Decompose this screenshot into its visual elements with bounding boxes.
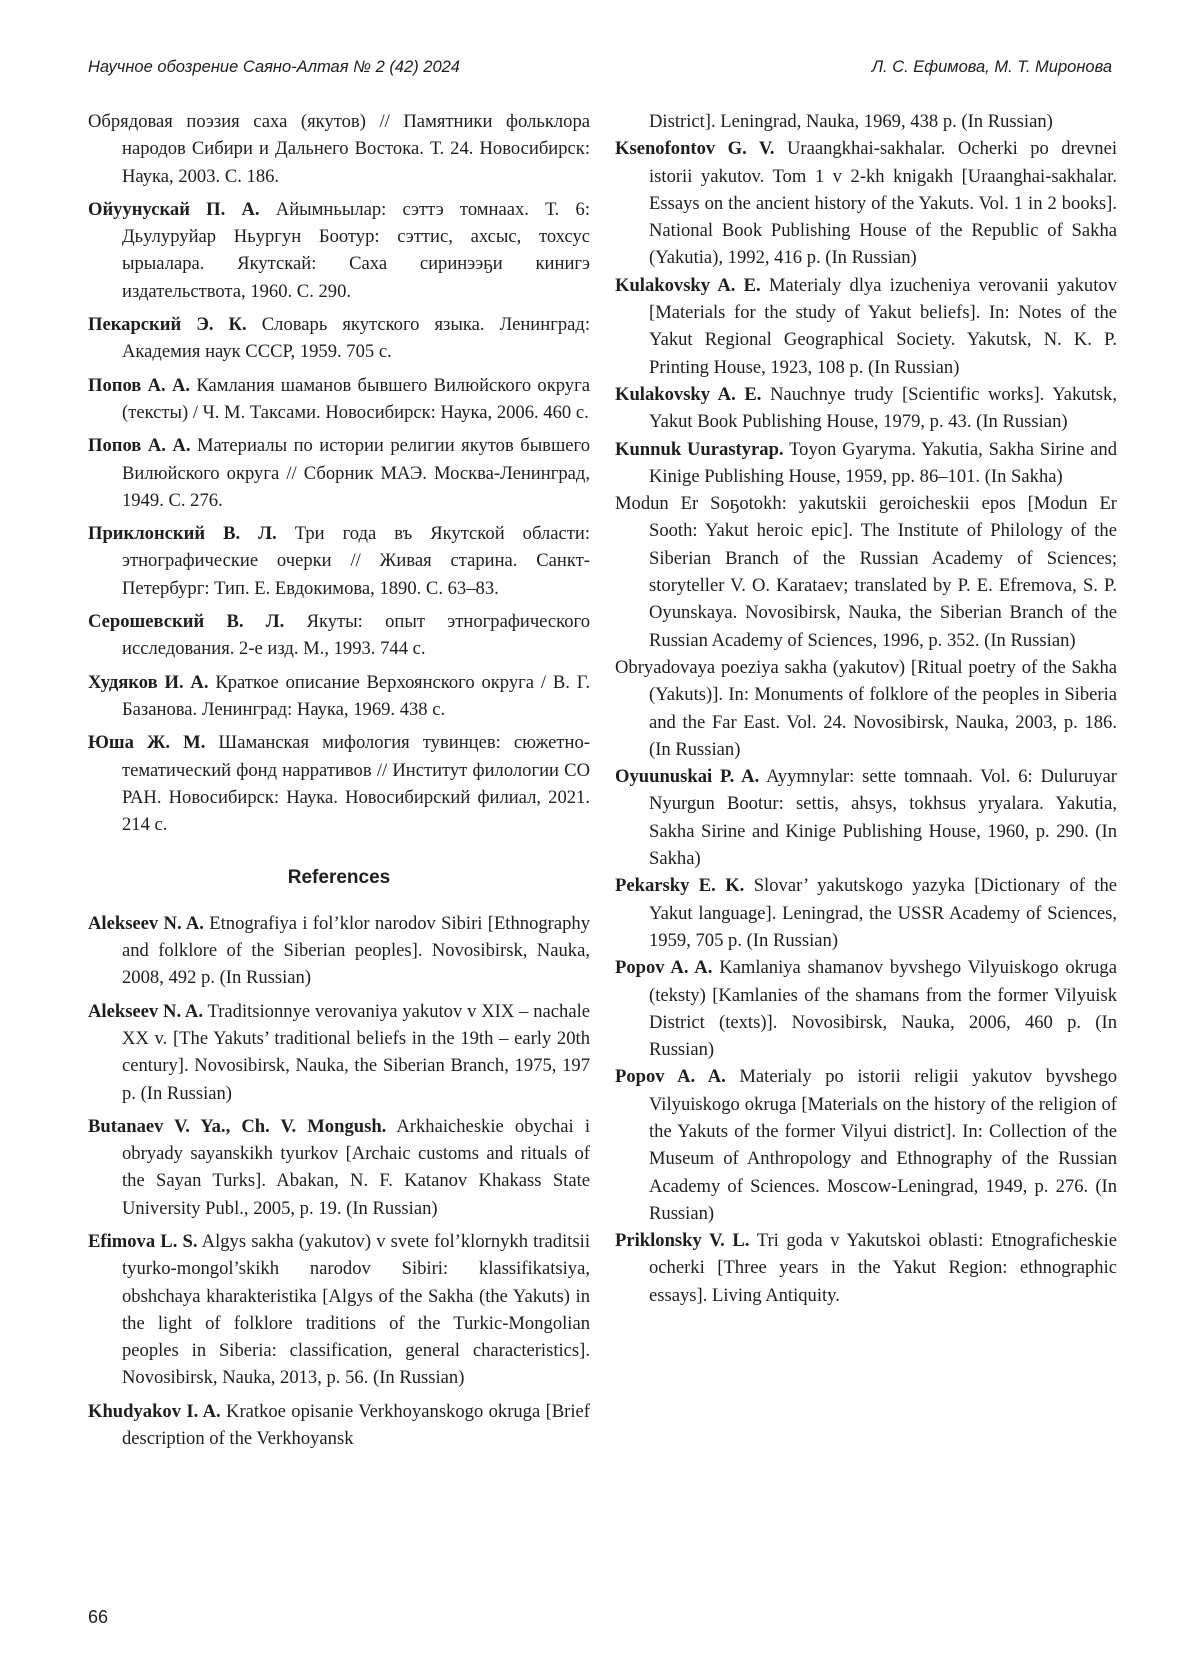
reference-entry <box>88 432 590 514</box>
reference-text: Uraangkhai-sakhalar. Ocherki po drevnei istorii yakutov. Tom 1 v 2-kh knigakh [Uraanghai-sakhalar. Essays on the ancient history of the Yakuts. Vol. 1 in 2 books]. National Book Publishing House of the Republic of Sakha (Yakutia), 1992, 416 p. (In Russian) <box>649 138 1117 269</box>
reference-author: Пекарский Э. К. <box>88 314 247 336</box>
reference-entry <box>615 763 1117 872</box>
reference-text: Kratkoe opisanie Verkhoyanskogo okruga [Brief description of the Verkhoyansk <box>122 1400 590 1450</box>
reference-text: Modun Er Soҕotokh: yakutskii geroicheskii epos [Modun Er Sooth: Yakut heroic epic]. The Institute of Philology of the Siberian Branch of the Russian Academy of Sciences; storyteller V. O. Karataev; translated by P. E. Efremova, S. P. Oyunskaya. Novosibirsk, Nauka, the Siberian Branch of the Russian Academy of Sciences, 1996, p. 352. (In Russian) <box>615 493 1117 651</box>
page-number: 66 <box>88 1607 109 1627</box>
journal-title: Научное обозрение Саяно-Алтая № 2 (42) 2024 <box>88 58 460 76</box>
references-list <box>88 910 590 1453</box>
article-authors: Л. С. Ефимова, М. Т. Миронова <box>871 58 1112 76</box>
reference-author: Попов А. А. <box>88 374 191 396</box>
reference-author: Khudyakov I. A. <box>88 1400 221 1422</box>
reference-entry <box>615 954 1117 1063</box>
reference-entry <box>615 381 1117 436</box>
reference-author: Popov A. A. <box>615 957 713 979</box>
reference-author: Ойуунускай П. А. <box>88 198 260 220</box>
reference-author: Приклонский В. Л. <box>88 523 277 545</box>
russian-bibliography <box>88 108 590 838</box>
reference-text: Algys sakha (yakutov) v svete fol’klornykh traditsii tyurko-mongol’skikh narodov Sibiri: klassifikatsiya, obshchaya kharakteristika [Algys of the Sakha (the Yakuts) in the light of folklore traditions of the Turkic-Mongolian peoples in Siberia: classification, general characteristics]. Novosibirsk, Nauka, 2013, p. 56. (In Russian) <box>122 1230 590 1389</box>
reference-text: Traditsionnye verovaniya yakutov v XIX – nachale XX v. [The Yakuts’ traditional beliefs in the 19th – early 20th century]. Novosibirsk, Nauka, the Siberian Branch, 1975, 197 p. (In Russian) <box>122 1000 590 1104</box>
reference-text: Obryadovaya poeziya sakha (yakutov) [Ritual poetry of the Sakha (Yakuts)]. In: Monuments of folklore of the peoples in Siberia and the Far East. Vol. 24. Novosibirsk, Nauka, 2003, p. 186. (In Russian) <box>615 656 1117 760</box>
reference-author: Priklonsky V. L. <box>615 1230 750 1252</box>
reference-text: Kamlaniya shamanov byvshego Vilyuiskogo okruga (teksty) [Kamlanies of the shamans from the former Vilyuisk District (texts)]. Novosibirsk, Nauka, 2006, 460 p. (In Russian) <box>649 957 1117 1061</box>
reference-text: Шаманская мифология тувинцев: сюжетно-тематический фонд нарративов // Институт филологии СО РАН. Новосибирск: Наука. Новосибирский филиал, 2021. 214 с. <box>122 732 590 836</box>
reference-author: Kulakovsky A. E. <box>615 383 762 405</box>
reference-text: Arkhaicheskie obychai i obryady sayanskikh tyurkov [Archaic customs and rituals of the Sayan Turks]. Abakan, N. F. Katanov Khakass State University Publ., 2005, p. 19. (In Russian) <box>122 1115 590 1219</box>
reference-author: Alekseev N. A. <box>88 1000 204 1022</box>
reference-entry <box>615 135 1117 271</box>
reference-entry <box>615 1227 1117 1309</box>
reference-author: Alekseev N. A. <box>88 912 204 934</box>
reference-author: Юша Ж. М. <box>88 732 206 754</box>
reference-author: Худяков И. А. <box>88 671 209 693</box>
reference-text: Три года въ Якутской области: этнографические очерки // Живая старина. Санкт-Петербург: Тип. Е. Евдокимова, 1890. С. 63–83. <box>122 523 590 599</box>
reference-text: Обрядовая поэзия саха (якутов) // Памятники фольклора народов Сибири и Дальнего Востока. Т. 24. Новосибирск: Наука, 2003. С. 186. <box>88 111 590 187</box>
reference-entry <box>615 436 1117 491</box>
reference-author: Efimova L. S. <box>88 1230 198 1252</box>
references-heading: References <box>287 867 391 889</box>
reference-entry <box>615 1063 1117 1227</box>
reference-text: Etnografiya i fol’klor narodov Sibiri [Ethnography and folklore of the Siberian peoples]. Novosibirsk, Nauka, 2008, 492 p. (In Russian) <box>122 912 590 989</box>
reference-text: Якуты: опыт этнографического исследования. 2-е изд. М., 1993. 744 с. <box>122 611 590 660</box>
reference-text: Materialy dlya izucheniya verovanii yakutov [Materials for the study of Yakut beliefs]. In: Notes of the Yakut Regional Geographical Society. Yakutsk, N. K. P. Printing House, 1923, 108 p. (In Russian) <box>649 274 1117 378</box>
reference-entry <box>88 1228 590 1392</box>
reference-author: Kunnuk Uurastyrap. <box>615 438 784 460</box>
reference-text: Айымньылар: сэттэ томнаах. Т. 6: Дьулуруйар Ньургун Боотур: сэттис, ахсыс, тохсус ырыалара. Якутскай: Саха сиринээҕи кинигэ издательствота, 1960. С. 290. <box>122 198 590 302</box>
reference-entry <box>88 108 590 190</box>
reference-author: Ksenofontov G. V. <box>615 138 775 160</box>
reference-text: Tri goda v Yakutskoi oblasti: Etnograficheskie ocherki [Three years in the Yakut Region: ethnographic essays]. Living Antiquity. <box>649 1230 1117 1306</box>
reference-author: Oyuunuskai P. A. <box>615 766 760 788</box>
reference-author: Kulakovsky A. E. <box>615 274 761 296</box>
reference-entry <box>615 272 1117 381</box>
reference-entry <box>88 669 590 724</box>
reference-author: Pekarsky E. K. <box>615 875 745 897</box>
reference-text: Materialy po istorii religii yakutov byvshego Vilyuiskogo okruga [Materials on the history of the religion of the Yakuts of the former Vilyui district]. In: Collection of the Museum of Anthropology and Ethnography of the Russian Academy of Sciences. Moscow-Leningrad, 1949, p. 276. (In Russian) <box>649 1066 1117 1224</box>
reference-author: Серошевский В. Л. <box>88 611 285 633</box>
reference-entry <box>88 1398 590 1453</box>
left-column <box>88 108 590 1458</box>
reference-text: Ayymnylar: sette tomnaah. Vol. 6: Duluruyar Nyurgun Bootur: settis, ahsys, tokhsus yryalara. Yakutia, Sakha Sirine and Kinige Publishing House, 1960, p. 290. (In Sakha) <box>649 766 1117 870</box>
reference-text: Словарь якутского языка. Ленинград: Академия наук СССР, 1959. 705 с. <box>122 314 590 363</box>
reference-entry <box>88 1113 590 1222</box>
reference-entry <box>88 196 590 305</box>
reference-text: Slovar’ yakutskogo yazyka [Dictionary of the Yakut language]. Leningrad, the USSR Academy of Sciences, 1959, 705 p. (In Russian) <box>649 875 1117 951</box>
reference-entry <box>88 372 590 427</box>
reference-entry <box>88 729 590 838</box>
reference-entry <box>615 490 1117 654</box>
reference-text: Краткое описание Верхоянского округа / В. Г. Базанова. Ленинград: Наука, 1969. 438 с. <box>122 671 590 720</box>
reference-text: Материалы по истории религии якутов бывшего Вилюйского округа // Сборник МАЭ. Москва-Ленинград, 1949. С. 276. <box>122 435 590 511</box>
reference-author: Popov A. A. <box>615 1066 726 1088</box>
references-list-continued <box>615 135 1117 1309</box>
reference-text: Камлания шаманов бывшего Вилюйского округа (тексты) / Ч. М. Таксами. Новосибирск: Наука, 2006. 460 с. <box>122 374 590 423</box>
reference-continuation: District]. Leningrad, Nauka, 1969, 438 p. (In Russian) <box>649 111 1053 132</box>
reference-entry <box>615 654 1117 763</box>
reference-entry <box>88 998 590 1107</box>
running-header <box>88 58 1112 84</box>
reference-entry <box>88 910 590 992</box>
reference-entry <box>88 311 590 366</box>
reference-author: Попов А. А. <box>88 435 191 457</box>
reference-author: Butanaev V. Ya., Ch. V. Mongush. <box>88 1115 387 1137</box>
reference-entry <box>88 520 590 602</box>
reference-entry <box>615 872 1117 954</box>
reference-text: Toyon Gyaryma. Yakutia, Sakha Sirine and Kinige Publishing House, 1959, pp. 86–101. (In Sakha) <box>649 438 1117 487</box>
reference-entry <box>88 608 590 663</box>
reference-text: Nauchnye trudy [Scientific works]. Yakutsk, Yakut Book Publishing House, 1979, p. 43. (In Russian) <box>649 383 1117 433</box>
right-column <box>615 108 1117 1309</box>
